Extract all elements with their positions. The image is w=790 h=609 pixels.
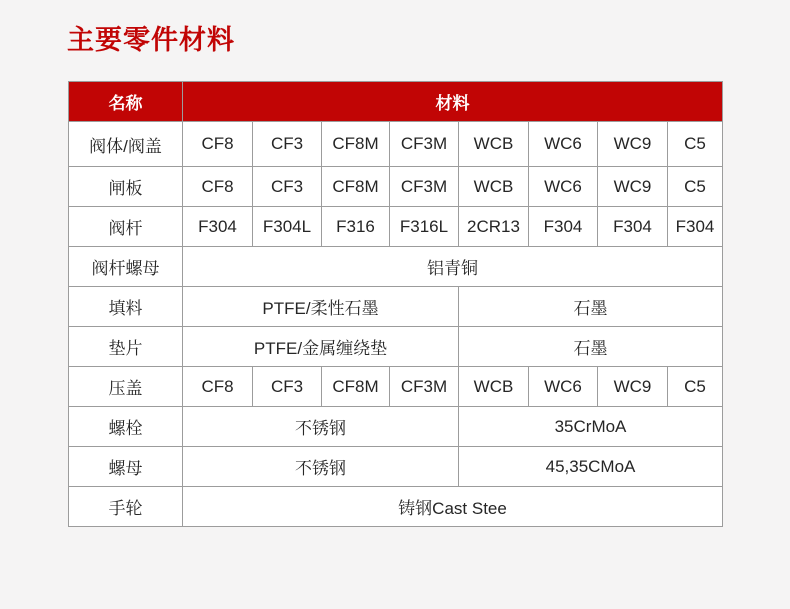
material-cell: WCB [459, 122, 529, 167]
row-name-cell: 压盖 [69, 367, 183, 407]
material-cell: WC6 [529, 367, 598, 407]
material-cell: WC6 [529, 167, 598, 207]
material-cell: 不锈钢 [183, 447, 459, 487]
material-cell: WCB [459, 167, 529, 207]
material-cell: WC9 [598, 167, 668, 207]
material-cell: 石墨 [459, 327, 723, 367]
material-cell: 35CrMoA [459, 407, 723, 447]
material-cell: F304L [253, 207, 322, 247]
material-cell: PTFE/柔性石墨 [183, 287, 459, 327]
material-cell: PTFE/金属缠绕垫 [183, 327, 459, 367]
table-body [69, 122, 723, 527]
materials-table [68, 81, 723, 527]
material-cell: 45,35CMoA [459, 447, 723, 487]
material-cell: CF3 [253, 167, 322, 207]
material-cell: CF3M [390, 367, 459, 407]
material-cell: C5 [668, 122, 723, 167]
material-cell: CF8 [183, 122, 253, 167]
table-row [69, 407, 723, 447]
material-cell: F316 [322, 207, 390, 247]
material-cell: CF3 [253, 367, 322, 407]
row-name-cell: 填料 [69, 287, 183, 327]
table-row [69, 287, 723, 327]
material-cell: 石墨 [459, 287, 723, 327]
material-cell: 铝青铜 [183, 247, 723, 287]
material-cell: WCB [459, 367, 529, 407]
material-cell: CF8M [322, 367, 390, 407]
material-cell: WC9 [598, 367, 668, 407]
table-row [69, 447, 723, 487]
material-cell: CF8 [183, 367, 253, 407]
table-row [69, 367, 723, 407]
row-name-cell: 闸板 [69, 167, 183, 207]
table-row [69, 487, 723, 527]
row-name-cell: 螺母 [69, 447, 183, 487]
material-cell: CF3M [390, 122, 459, 167]
header-material-cell: 材料 [183, 82, 723, 122]
table-row [69, 207, 723, 247]
material-cell: CF3M [390, 167, 459, 207]
material-cell: F304 [668, 207, 723, 247]
page-title: 主要零件材料 [67, 25, 235, 55]
material-cell: CF8M [322, 122, 390, 167]
table-row [69, 327, 723, 367]
row-name-cell: 螺栓 [69, 407, 183, 447]
material-cell: F304 [183, 207, 253, 247]
row-name-cell: 手轮 [69, 487, 183, 527]
material-cell: 不锈钢 [183, 407, 459, 447]
table-row [69, 167, 723, 207]
table-header-row [69, 82, 723, 122]
row-name-cell: 阀体/阀盖 [69, 122, 183, 167]
material-cell: WC9 [598, 122, 668, 167]
table-row [69, 122, 723, 167]
material-cell: F304 [529, 207, 598, 247]
row-name-cell: 垫片 [69, 327, 183, 367]
material-cell: 2CR13 [459, 207, 529, 247]
material-cell: C5 [668, 167, 723, 207]
material-cell: WC6 [529, 122, 598, 167]
material-cell: F304 [598, 207, 668, 247]
material-cell: C5 [668, 367, 723, 407]
table-row [69, 247, 723, 287]
header-name-cell: 名称 [69, 82, 183, 122]
material-cell: CF3 [253, 122, 322, 167]
row-name-cell: 阀杆螺母 [69, 247, 183, 287]
material-cell: F316L [390, 207, 459, 247]
material-cell: 铸钢Cast Stee [183, 487, 723, 527]
material-cell: CF8M [322, 167, 390, 207]
material-cell: CF8 [183, 167, 253, 207]
row-name-cell: 阀杆 [69, 207, 183, 247]
